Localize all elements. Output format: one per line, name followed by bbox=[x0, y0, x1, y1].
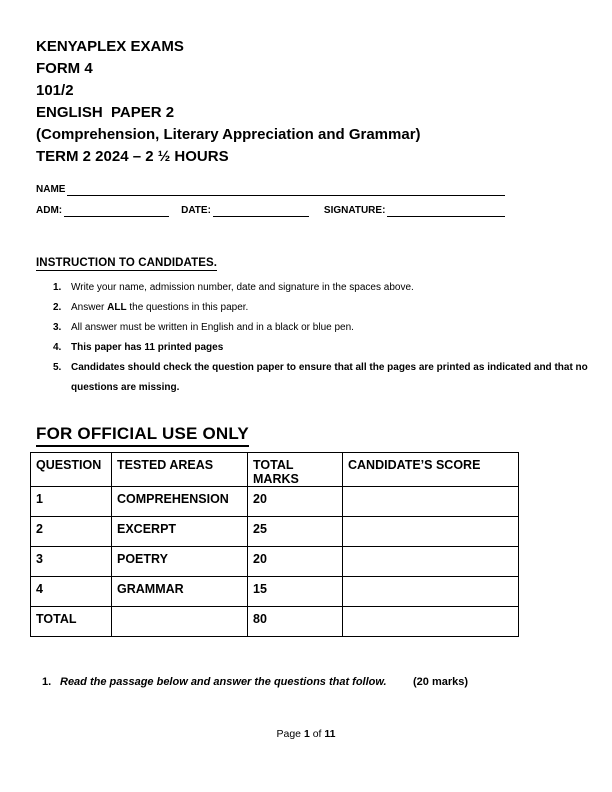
instruction-list bbox=[36, 278, 588, 398]
header-line: FORM 4 bbox=[36, 60, 93, 77]
header-line: TERM 2 2024 – 2 ½ HOURS bbox=[36, 148, 229, 165]
instruction-text-segment: the questions in this paper. bbox=[126, 302, 249, 313]
score-table-row bbox=[31, 607, 519, 637]
score-table-cell: 20 bbox=[248, 487, 343, 517]
instruction-number: 3. bbox=[53, 322, 62, 333]
signature-fill-line bbox=[387, 203, 505, 217]
instruction-item bbox=[36, 298, 588, 318]
adm-date-signature-row bbox=[36, 203, 505, 217]
score-table-row bbox=[31, 487, 519, 517]
score-table-cell: TOTAL bbox=[31, 607, 112, 637]
date-fill-line bbox=[213, 203, 309, 217]
score-table-column-header: CANDIDATE’S SCORE bbox=[343, 453, 519, 487]
score-table-cell: 25 bbox=[248, 517, 343, 547]
name-fill-line bbox=[67, 182, 505, 196]
score-table-cell: GRAMMAR bbox=[112, 577, 248, 607]
score-table-head-row bbox=[31, 453, 519, 487]
instruction-line bbox=[71, 358, 588, 378]
footer-text-segment: 1 bbox=[303, 728, 310, 740]
signature-label: SIGNATURE: bbox=[323, 205, 386, 216]
header-line: KENYAPLEX EXAMS bbox=[36, 38, 184, 55]
score-table-cell: COMPREHENSION bbox=[112, 487, 248, 517]
score-table-cell bbox=[343, 607, 519, 637]
date-label: DATE: bbox=[181, 205, 211, 216]
official-use-heading: FOR OFFICIAL USE ONLY bbox=[36, 424, 249, 447]
instruction-text-segment: questions are missing. bbox=[71, 382, 180, 393]
score-table-cell: 15 bbox=[248, 577, 343, 607]
score-table-row bbox=[31, 547, 519, 577]
instructions-heading: INSTRUCTION TO CANDIDATES. bbox=[36, 257, 218, 269]
header-line: ENGLISH PAPER 2 bbox=[36, 104, 175, 121]
score-table-cell bbox=[343, 517, 519, 547]
score-table-cell: 3 bbox=[31, 547, 112, 577]
instruction-text-segment: Answer bbox=[71, 302, 108, 313]
question-marks: (20 marks) bbox=[413, 676, 469, 688]
score-table-cell bbox=[343, 487, 519, 517]
instruction-item bbox=[36, 278, 588, 298]
score-table bbox=[30, 452, 519, 637]
score-table-body bbox=[31, 487, 519, 637]
footer-text-segment: of bbox=[309, 728, 325, 740]
score-table-row bbox=[31, 577, 519, 607]
footer-text-segment: 11 bbox=[324, 728, 336, 740]
score-table-cell bbox=[343, 547, 519, 577]
score-table-cell: POETRY bbox=[112, 547, 248, 577]
instruction-number: 5. bbox=[53, 362, 62, 373]
header-line: 101/2 bbox=[36, 82, 74, 99]
header-block bbox=[36, 36, 421, 168]
instruction-number: 2. bbox=[53, 302, 62, 313]
instruction-text-segment: ALL bbox=[107, 302, 127, 313]
instruction-item bbox=[36, 358, 588, 398]
page-footer bbox=[0, 728, 612, 740]
instruction-text-segment: This paper has 11 printed pages bbox=[71, 342, 224, 353]
name-label: NAME bbox=[36, 184, 66, 195]
adm-label: ADM: bbox=[36, 205, 63, 216]
question-text: Read the passage below and answer the questions that follow. bbox=[60, 676, 387, 688]
instruction-line bbox=[71, 338, 588, 358]
instruction-line bbox=[71, 378, 588, 398]
question-1-line bbox=[42, 676, 582, 688]
score-table-column-header: QUESTION bbox=[31, 453, 112, 487]
instruction-item bbox=[36, 338, 588, 358]
score-table-cell: 80 bbox=[248, 607, 343, 637]
instruction-text-segment: Write your name, admission number, date and signature in the spaces above. bbox=[71, 282, 414, 293]
instruction-text-segment: All answer must be written in English and in a black or blue pen. bbox=[71, 322, 354, 333]
instruction-number: 4. bbox=[53, 342, 62, 353]
score-table-cell: 20 bbox=[248, 547, 343, 577]
score-table-cell: 4 bbox=[31, 577, 112, 607]
footer-text-segment: Page bbox=[276, 728, 304, 740]
name-field-row bbox=[36, 182, 505, 196]
score-table-cell bbox=[112, 607, 248, 637]
score-table-cell: 1 bbox=[31, 487, 112, 517]
score-table-cell bbox=[343, 577, 519, 607]
instruction-text-segment: Candidates should check the question paper to ensure that all the pages are printed as indicated and that no bbox=[71, 362, 588, 373]
header-line: (Comprehension, Literary Appreciation and Grammar) bbox=[36, 126, 421, 143]
instruction-line bbox=[71, 298, 588, 318]
instruction-number: 1. bbox=[53, 282, 62, 293]
score-table-cell: 2 bbox=[31, 517, 112, 547]
score-table-row bbox=[31, 517, 519, 547]
score-table-column-header: TOTAL MARKS bbox=[248, 453, 343, 487]
score-table-cell: EXCERPT bbox=[112, 517, 248, 547]
instruction-item bbox=[36, 318, 588, 338]
question-number: 1. bbox=[42, 676, 52, 688]
adm-fill-line bbox=[64, 203, 169, 217]
score-table-column-header: TESTED AREAS bbox=[112, 453, 248, 487]
instruction-line bbox=[71, 318, 588, 338]
instruction-line bbox=[71, 278, 588, 298]
